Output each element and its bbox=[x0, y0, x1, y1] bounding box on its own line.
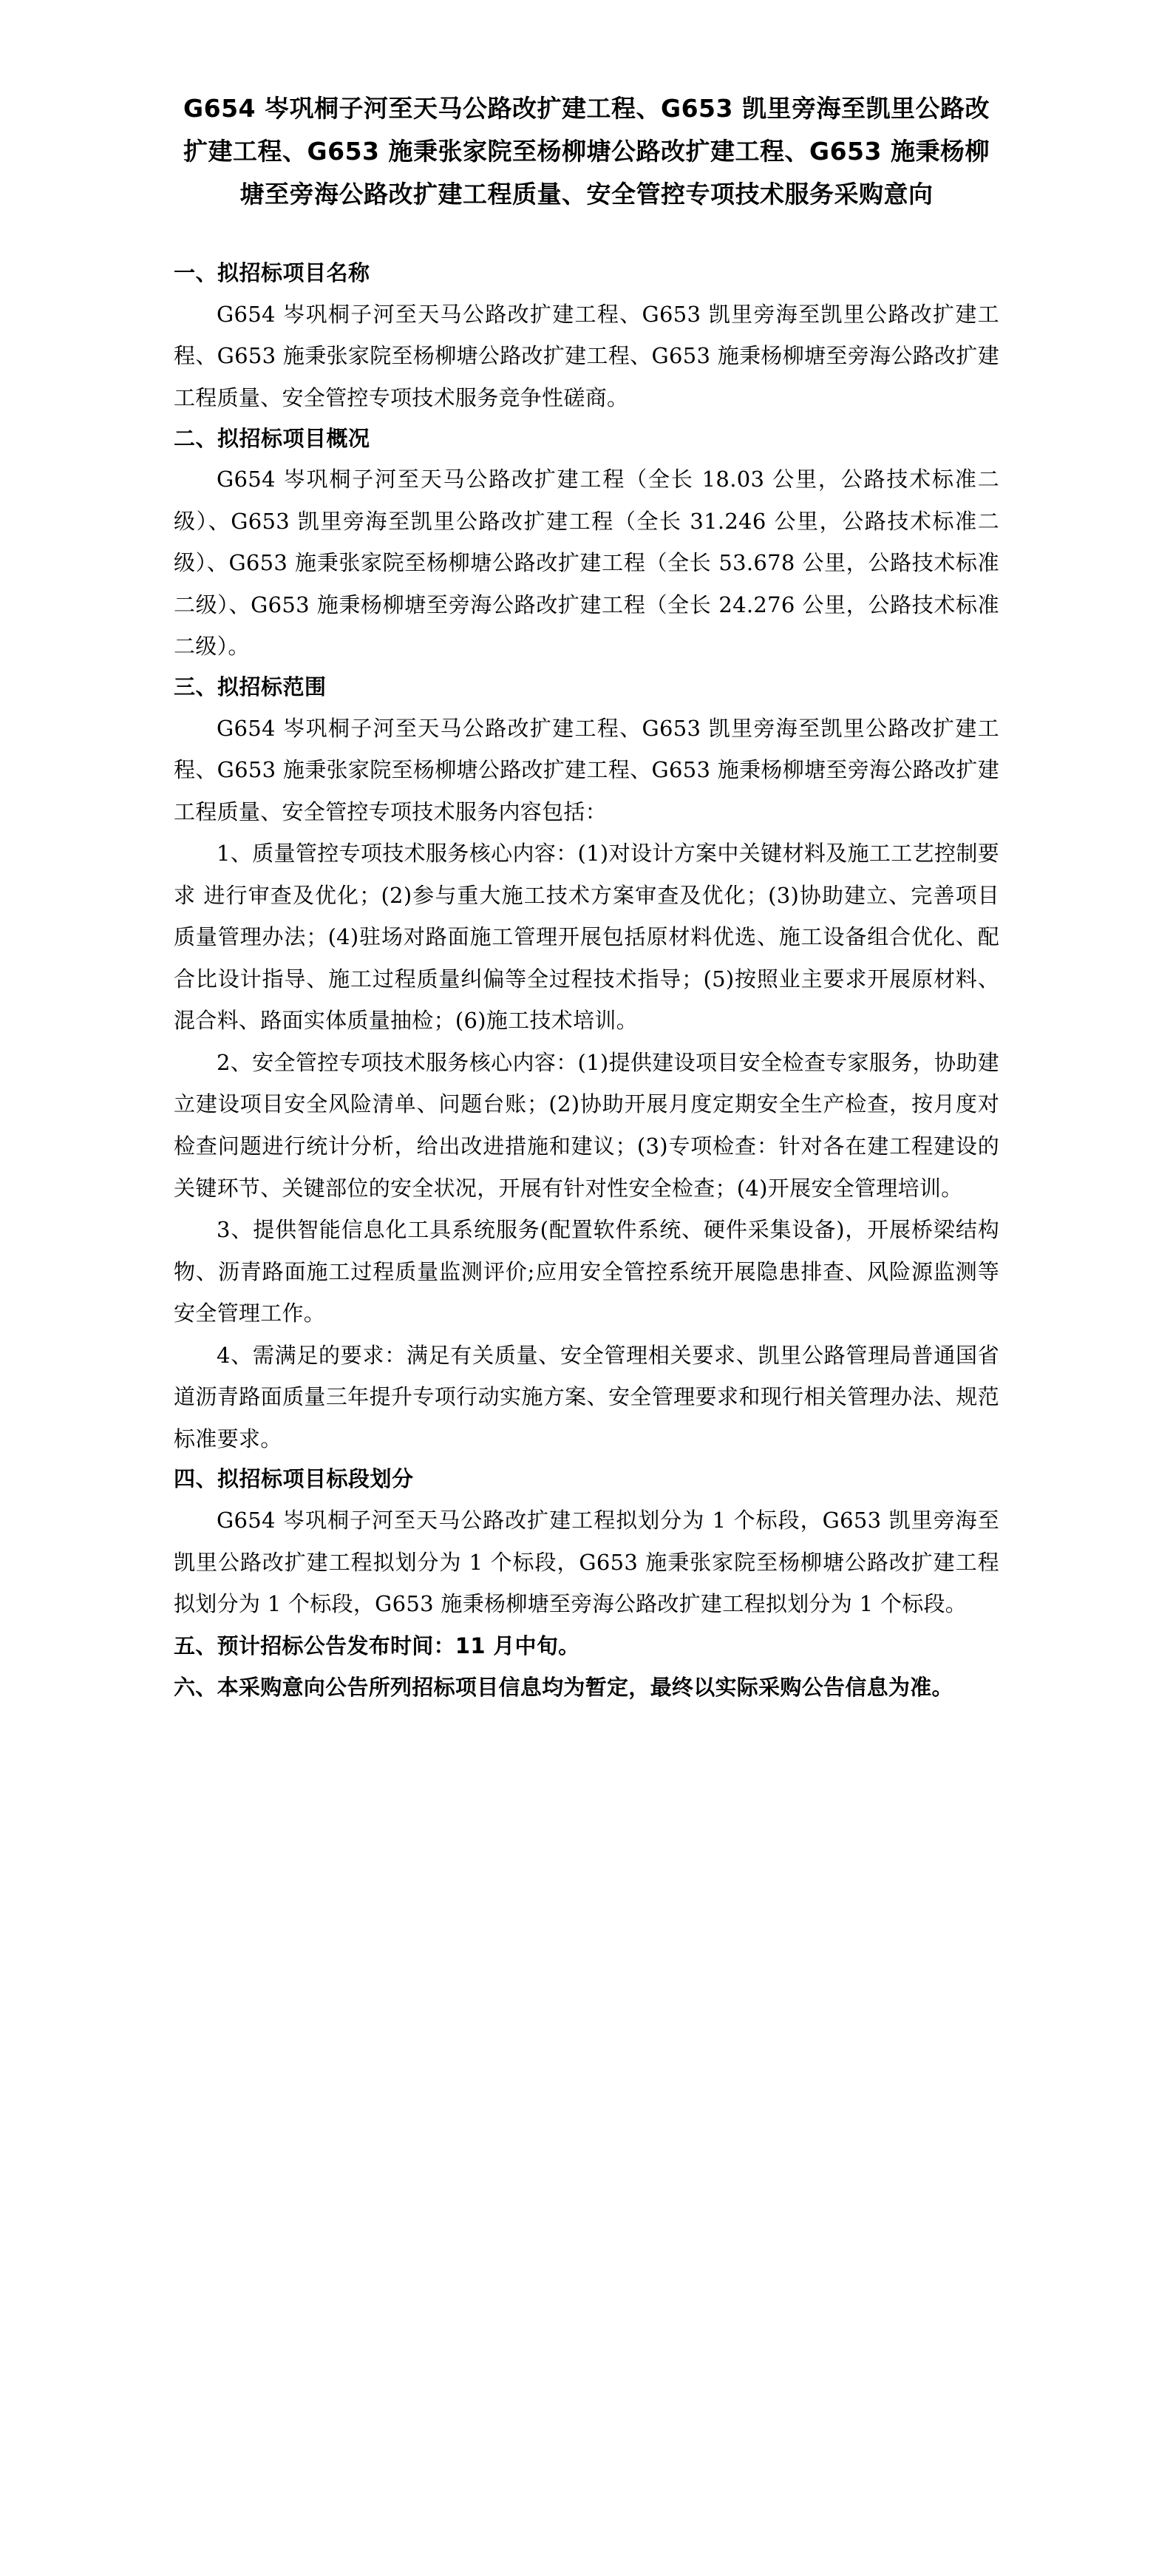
closing-section bbox=[174, 1625, 999, 1709]
page-title: G654 岑巩桐子河至天马公路改扩建工程、G653 凯里旁海至凯里公路改扩建工程、G653 施秉张家院至杨柳塘公路改扩建工程、G653 施秉杨柳塘至旁海公路改扩建工程质量、安全管控专项技术服务采购意向 bbox=[183, 94, 990, 209]
section-2-heading: 二、拟招标项目概况 bbox=[174, 425, 370, 451]
closing-line-1: 五、预计招标公告发布时间：11 月中旬。 bbox=[174, 1633, 580, 1658]
section-3-paragraph-2: 1、质量管控专项技术服务核心内容：(1)对设计方案中关键材料及施工工艺控制要求 进行审查及优化；(2)参与重大施工技术方案审查及优化；(3)协助建立、完善项目质量管理办法；(4)驻场对路面施工管理开展包括原材料优选、施工设备组合优化、配合比设计指导、施工过程质量纠偏等全过程技术指导；(5)按照业主要求开展原材料、混合料、路面实体质量抽检；(6)施工技术培训。 bbox=[174, 841, 999, 1034]
section-2 bbox=[174, 419, 999, 668]
section-3-paragraph-3: 2、安全管控专项技术服务核心内容：(1)提供建设项目安全检查专家服务，协助建立建设项目安全风险清单、问题台账；(2)协助开展月度定期安全生产检查，按月度对检查问题进行统计分析，给出改进措施和建议；(3)专项检查：针对各在建工程建设的关键环节、关键部位的安全状况，开展有针对性安全检查；(4)开展安全管理培训。 bbox=[174, 1049, 999, 1201]
closing-line-2: 六、本采购意向公告所列招标项目信息均为暂定，最终以实际采购公告信息为准。 bbox=[174, 1675, 953, 1701]
section-3-heading: 三、拟招标范围 bbox=[174, 674, 327, 699]
section-2-paragraph-1: G654 岑巩桐子河至天马公路改扩建工程（全长 18.03 公里，公路技术标准二级）、G653 凯里旁海至凯里公路改扩建工程（全长 31.246 公里，公路技术标准二级）、G653 施秉张家院至杨柳塘公路改扩建工程（全长 53.678 公里，公路技术标准二级）、G653 施秉杨柳塘至旁海公路改扩建工程（全长 24.276 公里，公路技术标准二级）。 bbox=[174, 467, 999, 660]
section-4-heading: 四、拟招标项目标段划分 bbox=[174, 1466, 414, 1492]
section-1-paragraph-1: G654 岑巩桐子河至天马公路改扩建工程、G653 凯里旁海至凯里公路改扩建工程、G653 施秉张家院至杨柳塘公路改扩建工程、G653 施秉杨柳塘至旁海公路改扩建工程质量、安全管控专项技术服务竞争性磋商。 bbox=[174, 301, 999, 410]
section-4 bbox=[174, 1460, 999, 1624]
section-4-paragraph-1: G654 岑巩桐子河至天马公路改扩建工程拟划分为 1 个标段，G653 凯里旁海至凯里公路改扩建工程拟划分为 1 个标段，G653 施秉张家院至杨柳塘公路改扩建工程拟划分为 1 个标段，G653 施秉杨柳塘至旁海公路改扩建工程拟划分为 1 个标段。 bbox=[174, 1508, 999, 1617]
section-3-paragraph-5: 4、需满足的要求：满足有关质量、安全管理相关要求、凯里公路管理局普通国省道沥青路面质量三年提升专项行动实施方案、安全管理要求和现行相关管理办法、规范标准要求。 bbox=[174, 1342, 999, 1451]
section-1 bbox=[174, 254, 999, 418]
section-3-paragraph-1: G654 岑巩桐子河至天马公路改扩建工程、G653 凯里旁海至凯里公路改扩建工程、G653 施秉张家院至杨柳塘公路改扩建工程、G653 施秉杨柳塘至旁海公路改扩建工程质量、安全管控专项技术服务内容包括： bbox=[174, 715, 999, 824]
section-3-paragraph-4: 3、提供智能信息化工具系统服务(配置软件系统、硬件采集设备)，开展桥梁结构物、沥青路面施工过程质量监测评价;应用安全管控系统开展隐患排查、风险源监测等安全管理工作。 bbox=[174, 1217, 999, 1326]
section-1-heading: 一、拟招标项目名称 bbox=[174, 260, 370, 286]
section-3 bbox=[174, 668, 999, 1460]
